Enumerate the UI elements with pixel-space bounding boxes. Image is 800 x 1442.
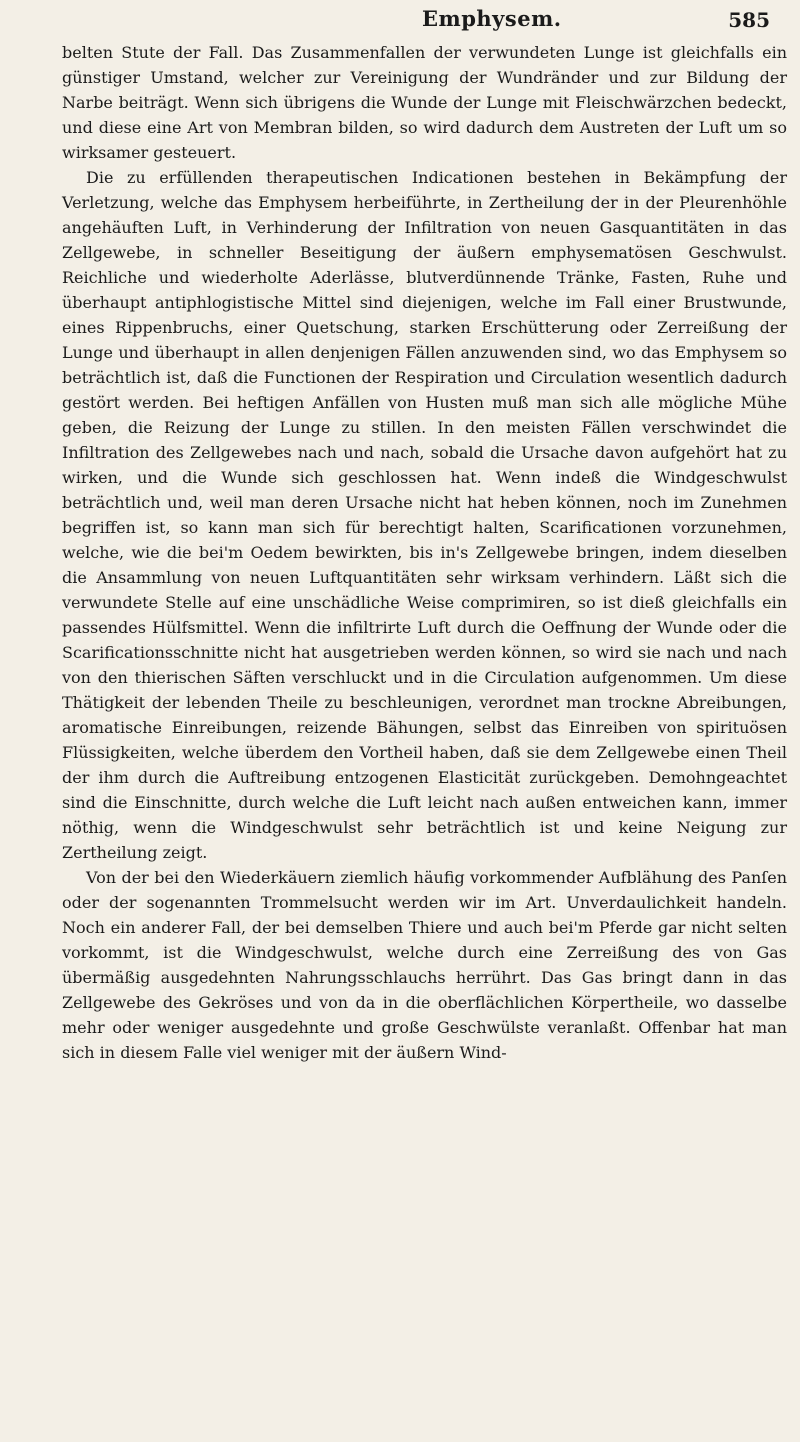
body-text [62, 40, 787, 1065]
paragraph: Von der bei den Wiederkäuern ziemlich häufig vorkommender Aufblähung des Panſen oder der sogenannten Trommelsucht werden wir im Art. Unverdaulichkeit handeln. Noch ein anderer Fall, der bei demselben Thiere und auch bei'm Pferde gar nicht selten vorkommt, ist die Windgeschwulst, welche durch eine Zerreißung des von Gas übermäßig ausgedehnten Nahrungsschlauchs herrührt. Das Gas bringt dann in das Zellgewebe des Gekröses und von da in die oberflächlichen Körpertheile, wo dasselbe mehr oder weniger ausgedehnte und große Geschwülste veranlaßt. Offenbar hat man sich in diesem Falle viel weniger mit der äußern Wind- [62, 868, 787, 1062]
running-head: Emphysem. [422, 6, 562, 31]
page-number: 585 [728, 8, 770, 32]
paragraph: belten Stute der Fall. Das Zusammenfallen der verwundeten Lunge ist gleichfalls ein günstiger Umstand, welcher zur Vereinigung der Wundränder und zur Bildung der Narbe beiträgt. Wenn sich übrigens die Wunde der Lunge mit Fleischwärzchen bedeckt, und diese eine Art von Membran bilden, so wird dadurch dem Austreten der Luft um so wirksamer gesteuert. [62, 43, 787, 162]
page-header [62, 2, 780, 38]
paragraph: Die zu erfüllenden therapeutischen Indicationen bestehen in Bekämpfung der Verletzung, welche das Emphysem herbeiführte, in Zertheilung der in der Pleurenhöhle angehäuften Luft, in Verhinderung der Infiltration von neuen Gasquantitäten in das Zellgewebe, in schneller Beseitigung der äußern emphysematösen Geschwulst. Reichliche und wiederholte Aderlässe, blutverdünnende Tränke, Fasten, Ruhe und überhaupt antiphlogistische Mittel sind diejenigen, welche im Fall einer Brustwunde, eines Rippenbruchs, einer Quetschung, starken Erschütterung oder Zerreißung der Lunge und überhaupt in allen denjenigen Fällen anzuwenden sind, wo das Emphysem so beträchtlich ist, daß die Functionen der Respiration und Circulation wesentlich dadurch gestört werden. Bei heftigen Anfällen von Husten muß man sich alle mögliche Mühe geben, die Reizung der Lunge zu stillen. In den meisten Fällen verschwindet die Infiltration des Zellgewebes nach und nach, sobald die Ursache davon aufgehört hat zu wirken, und die Wunde sich geschlossen hat. Wenn indeß die Windgeschwulst beträchtlich und, weil man deren Ursache nicht hat heben können, noch im Zunehmen begriffen ist, so kann man sich für berechtigt halten, Scarificationen vorzunehmen, welche, wie die bei'm Oedem bewirkten, bis in's Zellgewebe bringen, indem dieselben die Ansammlung von neuen Luftquantitäten sehr wirksam verhindern. Läßt sich die verwundete Stelle auf eine unschädliche Weise comprimiren, so ist dieß gleichfalls ein passendes Hülfsmittel. Wenn die infiltrirte Luft durch die Oeffnung der Wunde oder die Scarificationsschnitte nicht hat ausgetrieben werden können, so wird sie nach und nach von den thierischen Säften verschluckt und in die Circulation aufgenommen. Um diese Thätigkeit der lebenden Theile zu beschleunigen, verordnet man trockne Abreibungen, aromatische Einreibungen, reizende Bähungen, selbst das Einreiben von spirituösen Flüssigkeiten, welche überdem den Vortheil haben, daß sie dem Zellgewebe einen Theil der ihm durch die Auftreibung entzogenen Elasticität zurückgeben. Demohngeachtet sind die Einschnitte, durch welche die Luft leicht nach außen entweichen kann, immer nöthig, wenn die Windgeschwulst sehr beträchtlich ist und keine Neigung zur Zertheilung zeigt. [62, 168, 787, 862]
